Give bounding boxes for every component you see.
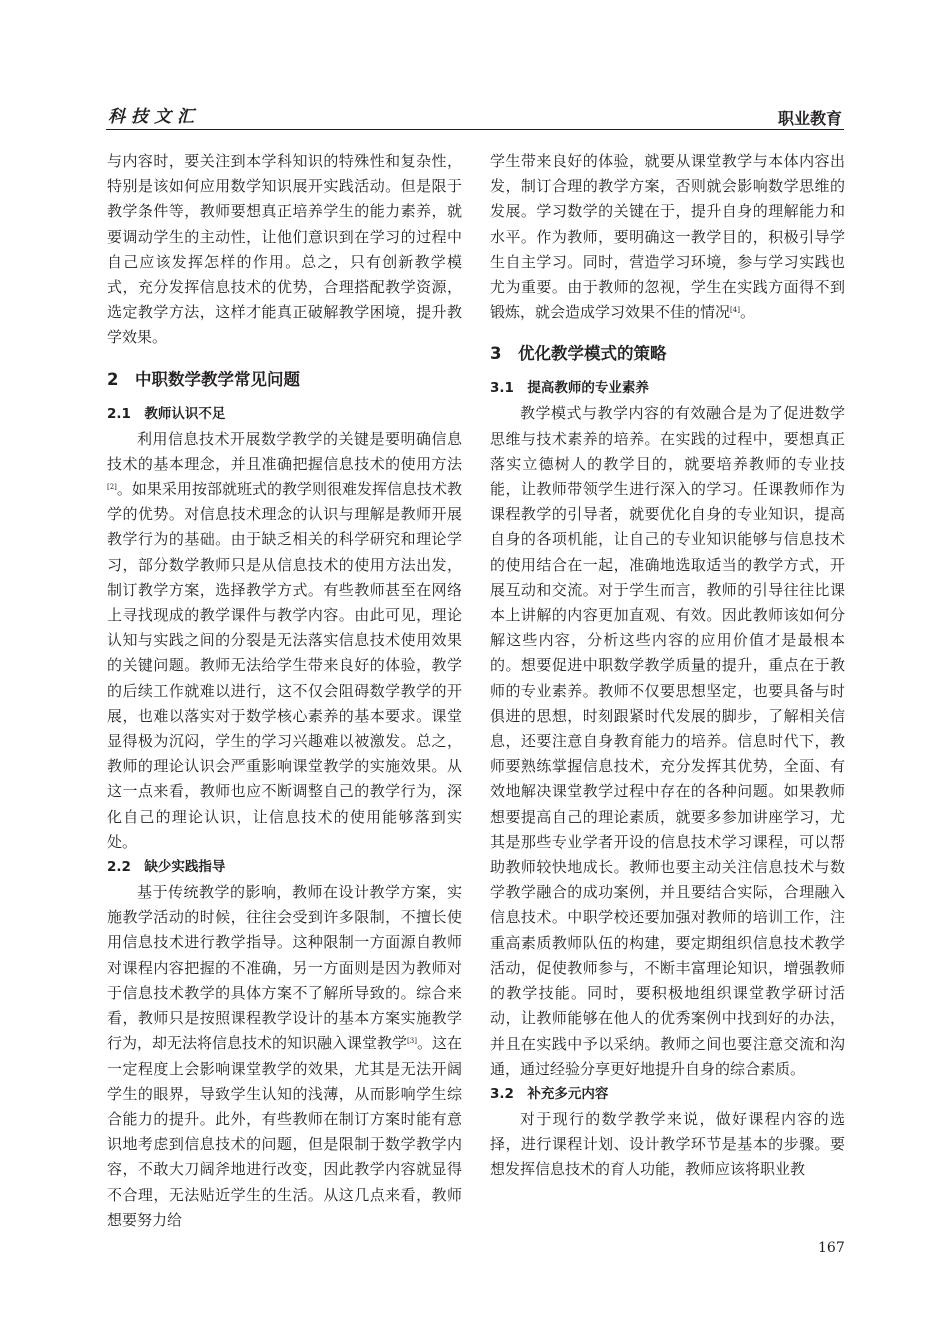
subsection-2-1-text-b: 。如果采用按部就班式的教学则很难发挥信息技术教学的优势。对信息技术理念的认识与理解是教师开展教学行为的基础。由于缺乏相关的科学研究和理论学习，部分数学教师只是从信息技术的使用方法出发，制订教学方案，选择教学方式。有些教师甚至在网络上寻找现成的教学课件与教学内容。由此可见，理论认知与实践之间的分裂是无法落实信息技术使用效果的关键问题。教师无法给学生带来良好的体验，教学的后续工作就难以进行，这不仅会阻碍数学教学的开展，也难以落实对于数学核心素养的基本要求。课堂显得极为沉闷，学生的学习兴趣难以被激发。总之，教师的理论认识会严重影响课堂教学的实施效果。从这一点来看，教师也应不断调整自己的教学行为，深化自己的理论认识，让信息技术的使用能够落到实处。 [107,480,462,851]
left-column [107,149,462,1233]
subsection-3-2-heading: 3.2 补充多元内容 [490,1085,609,1102]
subsection-2-2-text-a: 基于传统教学的影响，教师在设计教学方案，实施教学活动的时候，往往会受到许多限制，不擅长使用信息技术进行教学指导。这种限制一方面源自教师对课程内容把握的不准确，另一方面则是因为教师对于信息技术教学的具体方案不了解所导致的。综合来看，教师只是按照课程教学设计的基本方案实施教学行为，却无法将信息技术的知识融入课堂教学 [107,883,462,1053]
subsection-2-2-text-b: 。这在一定程度上会影响课堂教学的效果，尤其是无法开阔学生的眼界，导致学生认知的浅薄，从而影响学生综合能力的提升。此外，有些教师在制订方案时能有意识地考虑到信息技术的问题，但是限制于数学教学内容，不敢大刀阔斧地进行改变，因此教学内容就显得不合理，无法贴近学生的生活。从这几点来看，教师想要努力给 [107,1034,462,1229]
journal-logo: 科技文汇 [108,107,200,127]
citation-4: [4] [730,306,740,315]
section-label: 职业教育 [777,109,842,128]
citation-3: [3] [407,1037,417,1046]
subsection-2-2-heading: 2.2 缺少实践指导 [107,859,226,876]
subsection-2-1-text-a: 利用信息技术开展数学教学的关键是要明确信息技术的基本理念，并且准确把握信息技术的使用方法 [107,429,462,473]
subsection-3-1-heading: 3.1 提高教师的专业素养 [490,380,649,397]
subsection-2-1-heading: 2.1 教师认识不足 [107,405,226,422]
section-3-heading: 3 优化教学模式的策略 [490,344,667,364]
header-rule [106,129,844,130]
subsection-3-1-paragraph: 教学模式与教学内容的有效融合是为了促进数学思维与技术素养的培养。在实践的过程中，要想真正落实立德树人的教学目的，就要培养教师的专业技能，让教师带领学生进行深入的学习。任课教师作为课程教学的引导者，就要优化自身的专业知识，提高自身的各项机能，让自己的专业知识能够与信息技术的使用结合在一起，准确地选取适当的教学方式，开展互动和交流。对于学生而言，教师的引导往往比课本上讲解的内容更加直观、有效。因此教师该如何分解这些内容，分析这些内容的应用价值才是最根本的。想要促进中职数学教学质量的提升，重点在于教师的专业素养。教师不仅要思想坚定，也要具备与时俱进的思想，时刻跟紧时代发展的脚步，了解相关信息，还要注意自身教育能力的培养。信息时代下，教师要熟练掌握信息技术，充分发挥其优势，全面、有效地解决课堂教学过程中存在的各种问题。如果教师想要提高自己的理论素质，就要多参加讲座学习，尤其是那些专业学者开设的信息技术学习课程，可以帮助教师较快地成长。教师也要主动关注信息技术与数学教学融合的成功案例，并且要结合实际，合理融入信息技术。中职学校还要加强对教师的培训工作，注重高素质教师队伍的构建，要定期组织信息技术教学活动，促使教师参与，不断丰富理论知识，增强教师的教学技能。同时，要积极地组织课堂教学研讨活动，让教师能够在他人的优秀案例中找到好的办法，并且在实践中予以采纳。教师之间也要注意交流和沟通，通过经验分享更好地提升自身的综合素质。 [490,404,845,1078]
section-2-heading: 2 中职数学教学常见问题 [107,369,300,389]
citation-2: [2] [107,483,117,492]
intro-paragraph: 与内容时，要关注到本学科知识的特殊性和复杂性，特别是该如何应用数学知识展开实践活动。但是限于教学条件等，教师要想真正培养学生的能力素养，就要调动学生的主动性，让他们意识到在学习的过程中自己应该发挥怎样的作用。总之，只有创新教学模式，充分发挥信息技术的优势，合理搭配教学资源，选定教学方法，这样才能真正破解教学困境，提升教学效果。 [107,152,462,347]
continued-text-a: 学生带来良好的体验，就要从课堂教学与本体内容出发，制订合理的教学方案，否则就会影响数学思维的发展。学习数学的关键在于，提升自身的理解能力和水平。作为教师，要明确这一教学目的，积极引导学生自主学习。同时，营造学习环境，参与学习实践也尤为重要。由于教师的忽视，学生在实践方面得不到锻炼，就会造成学习效果不佳的情况 [490,152,845,322]
subsection-2-2-paragraph [107,880,462,1233]
continued-text-b: 。 [739,303,755,322]
right-column [490,149,845,1183]
page-number: 167 [818,1240,845,1256]
subsection-2-1-paragraph [107,427,462,855]
continued-paragraph [490,149,845,325]
subsection-3-2-paragraph: 对于现行的数学教学来说，做好课程内容的选择，进行课程计划、设计教学环节是基本的步骤。要想发挥信息技术的育人功能，教师应该将职业教 [490,1109,845,1179]
